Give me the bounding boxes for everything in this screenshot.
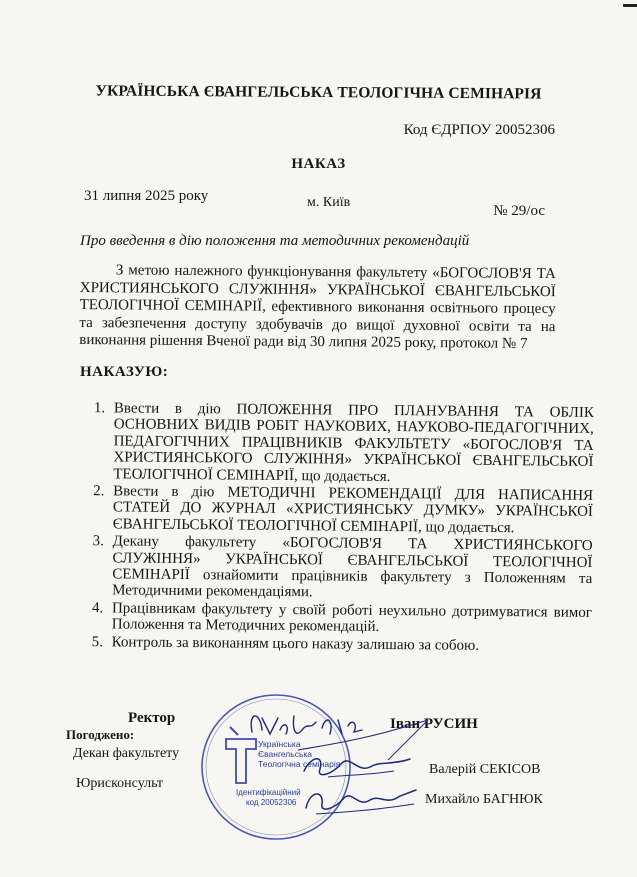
order-item-text: Працівникам факультету у своїй роботі неухильно дотримуватися вимог Положення та Методичних рекомендацій. (111, 600, 593, 636)
order-item-number: 5. (91, 633, 104, 650)
order-item-number: 1. (93, 400, 106, 417)
order-number: № 29/ос (493, 203, 545, 219)
stamp-ident-label: Ідентифікаційний (236, 788, 301, 797)
stamp-line-3: Теологічна семінарія (258, 759, 341, 769)
order-item (91, 600, 593, 637)
dean-title: Декан факультету (73, 746, 180, 761)
document-type: НАКАЗ (291, 156, 346, 172)
order-item-text: Декану факультету «БОГОСЛОВ'Я ТА ХРИСТИЯНСЬКОГО СЛУЖІННЯ» УКРАЇНСЬКОЇ ЄВАНГЕЛЬСЬКОЇ ТЕОЛОГІЧНОЇ СЕМІНАРІЇ ознайомити працівників факультету з Положенням та Методичними рекомендаціями. (112, 533, 593, 601)
order-date: 31 липня 2025 року (84, 188, 209, 204)
dean-name: Валерій СЕКІСОВ (429, 762, 541, 777)
agreed-label: Погоджено: (66, 727, 135, 742)
stamp-ident-code: код 20052306 (246, 798, 297, 807)
scan-corner-mark (623, 4, 637, 7)
order-item-text: Контроль за виконанням цього наказу залишаю за собою. (111, 634, 480, 654)
order-directive: НАКАЗУЮ: (80, 364, 169, 380)
rector-name: Іван РУСИН (390, 716, 478, 732)
stamp-line-2: Євангельська (258, 749, 313, 759)
rector-title: Ректор (128, 710, 176, 726)
order-item-number: 3. (92, 533, 104, 550)
order-item-number: 4. (91, 600, 104, 617)
order-item (92, 533, 593, 604)
stamp-line-1: Українська (258, 739, 301, 749)
order-items-list (76, 400, 594, 656)
lawyer-title: Юрисконсульт (76, 776, 164, 791)
order-item (93, 483, 594, 537)
order-item (93, 400, 594, 487)
order-subject: Про введення в дію положення та методичних рекомендацій (80, 233, 470, 249)
order-item-text: Ввести в дію МЕТОДИЧНІ РЕКОМЕНДАЦІЇ ДЛЯ НАПИСАННЯ СТАТЕЙ ДО ЖУРНАЛ «ХРИСТИЯНСЬКУ ДУМКУ» УКРАЇНСЬКОЇ ЄВАНГЕЛЬСЬКОЇ ТЕОЛОГІЧНОЇ СЕМІНАРІЇ, що додається. (112, 483, 594, 537)
lawyer-name: Михайло БАГНЮК (425, 792, 543, 807)
order-city: м. Київ (307, 195, 351, 210)
preamble-paragraph: З метою належного функціонування факультету «БОГОСЛОВ'Я ТА ХРИСТИЯНСЬКОГО СЛУЖІННЯ» УКРАЇНСЬКОЇ ЄВАНГЕЛЬСЬКОЇ ТЕОЛОГІЧНОЇ СЕМІНАРІЇ, ефективного виконання освітнього процесу та забезпечення доступу здобувачів до вищої духовної освіти та на виконання рішення Вченої ради від 30 липня 2025 року, протокол № 7 (79, 262, 556, 352)
order-item-number: 2. (93, 483, 105, 500)
seminary-logo-icon (226, 727, 256, 783)
official-stamp (196, 687, 356, 847)
order-item (91, 633, 592, 655)
order-item-text: Ввести в дію ПОЛОЖЕННЯ ПРО ПЛАНУВАННЯ ТА ОБЛІК ОСНОВНИХ ВИДІВ РОБІТ НАУКОВИХ, НАУКОВО-ПЕДАГОГІЧНИХ, ПЕДАГОГІЧНИХ ПРАЦІВНИКІВ ФАКУЛЬТЕТУ «БОГОСЛОВ'Я ТА ХРИСТИЯНСЬКОГО СЛУЖІННЯ» УКРАЇНСЬКОЇ ЄВАНГЕЛЬСЬКОЇ ТЕОЛОГІЧНОЇ СЕМІНАРІЇ, що додається. (113, 400, 594, 485)
edrpou-code: Код ЄДРПОУ 20052306 (403, 122, 555, 138)
organization-title: УКРАЇНСЬКА ЄВАНГЕЛЬСЬКА ТЕОЛОГІЧНА СЕМІНАРІЯ (95, 82, 542, 103)
